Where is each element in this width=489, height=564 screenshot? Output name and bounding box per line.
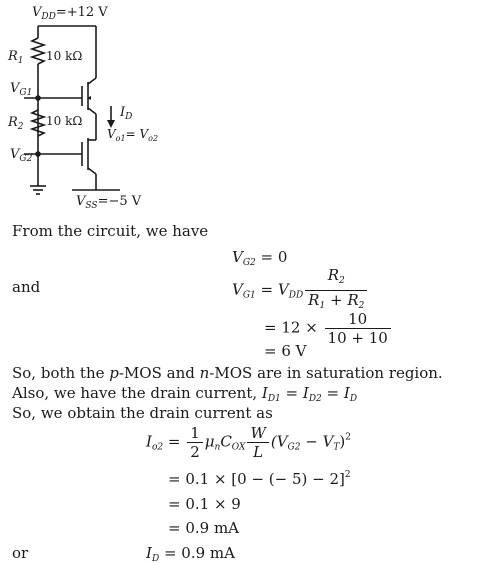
id-label: $I_D$ bbox=[120, 105, 133, 122]
eq-id3: = 0.1 × 9 bbox=[168, 495, 241, 513]
eq-id4: = 0.9 mA bbox=[168, 519, 240, 537]
and-text: and bbox=[12, 278, 41, 296]
eq-id1: $I_{o2}$ = $\frac{1}{2}$ $\mu_nC_{OX}$ $\frac{W}{L}$ $(V_{G2} - V_T)^2$ bbox=[146, 424, 352, 461]
vss-label: $V_{SS}=-5$ V bbox=[76, 194, 142, 211]
vg1-label: $V_{G1}$ bbox=[10, 81, 33, 98]
eq-step2: = 12 × $\frac{10}{10 + 10}$ bbox=[264, 310, 393, 347]
drain-current-text: Also, we have the drain current, $I_{D1} = I_{D2} = I_D$ bbox=[12, 384, 358, 404]
vdd-label: $V_{DD}=+12$ V bbox=[32, 5, 108, 22]
obtain-text: So, we obtain the drain current as bbox=[12, 404, 273, 422]
intro-text: From the circuit, we have bbox=[12, 222, 209, 240]
or-text: or bbox=[12, 544, 29, 562]
vo-label: $V_{o1}= V_{o2}$ bbox=[107, 127, 159, 143]
resistor-r1 bbox=[32, 38, 44, 64]
eq-vg1: $V_{G1} = V_{DD}$ $\frac{R_2}{R_1 + R_2}$ bbox=[232, 266, 369, 315]
eq-id2: = 0.1 × [0 − (− 5) − 2]$^2$ bbox=[168, 470, 351, 488]
eq-vg2: $V_{G2} = 0$ bbox=[232, 248, 288, 268]
eq-final: $I_D = 0.9$ mA bbox=[146, 544, 235, 564]
vg2-label: $V_{G2}$ bbox=[10, 147, 33, 164]
r2-label: $R_2$ bbox=[8, 115, 24, 132]
eq-step3: = 6 V bbox=[264, 342, 307, 360]
r1-label: $R_1$ bbox=[8, 49, 24, 66]
circuit-diagram bbox=[0, 0, 200, 212]
r2-value: 10 kΩ bbox=[46, 114, 83, 128]
saturation-text: So, both the p-MOS and n-MOS are in saturation region. bbox=[12, 364, 443, 382]
r1-value: 10 kΩ bbox=[46, 49, 83, 63]
